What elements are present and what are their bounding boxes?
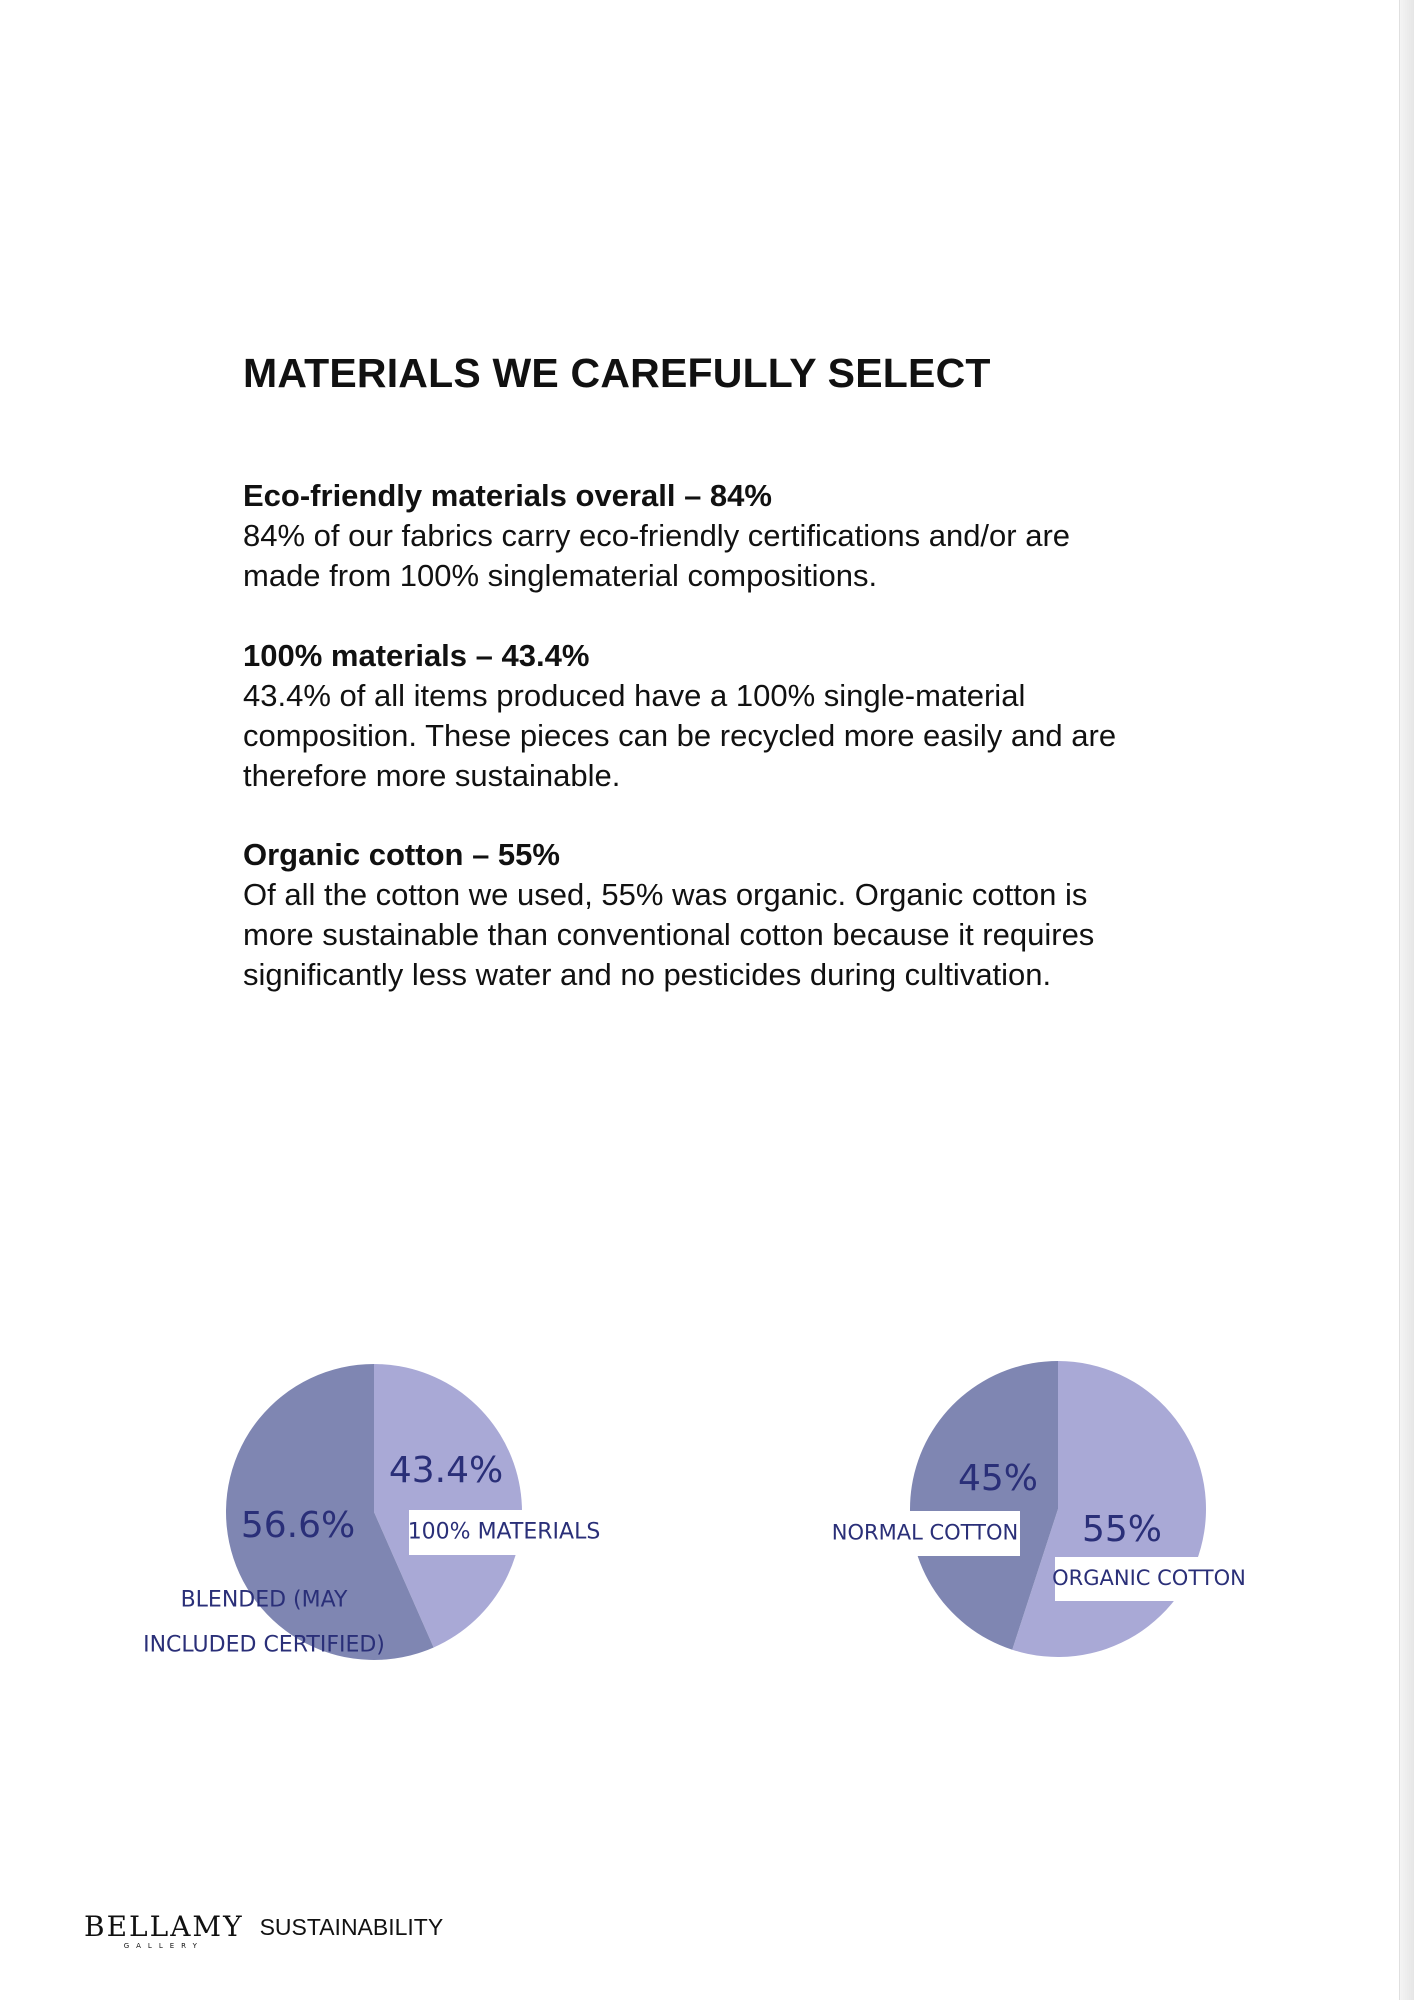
pie-chart-cotton [830, 1361, 1246, 1657]
section-body-line: Of all the cotton we used, 55% was organic. Organic cotton is [243, 877, 1088, 912]
brand-logo [84, 1912, 244, 1950]
section-body-line: more sustainable than conventional cotton because it requires [243, 917, 1095, 952]
pie-name-label: BLENDED (MAY [180, 1587, 348, 1613]
logo-wordmark: BELLAMY [84, 1910, 244, 1943]
pie-value-label: 45% [957, 1458, 1039, 1499]
section-body-line: made from 100% singlematerial compositions. [243, 558, 878, 593]
page-title: MATERIALS WE CAREFULLY SELECT [243, 350, 991, 396]
logo-subtitle: GALLERY [123, 1942, 204, 1950]
pie-name-label: 100% MATERIALS [407, 1519, 601, 1545]
pie-name-label: NORMAL COTTON [831, 1520, 1019, 1545]
section-body-line: composition. These pieces can be recycled more easily and are [243, 718, 1117, 753]
pie-chart-materials [143, 1364, 600, 1660]
section-body-line: 43.4% of all items produced have a 100% single-material [243, 678, 1026, 713]
pie-name-label: INCLUDED CERTIFIED) [143, 1632, 385, 1658]
section-body-line: significantly less water and no pesticides during cultivation. [243, 957, 1052, 992]
section-body-line: therefore more sustainable. [243, 758, 621, 793]
pie-name-label: ORGANIC COTTON [1052, 1566, 1246, 1590]
section-heading: Organic cotton – 55% [243, 837, 560, 872]
section-heading: Eco-friendly materials overall – 84% [243, 478, 772, 513]
footer-label: SUSTAINABILITY [259, 1914, 444, 1940]
pie-value-label: 55% [1081, 1509, 1163, 1550]
pie-value-label: 43.4% [388, 1450, 504, 1491]
footer [84, 1912, 443, 1950]
section-body-line: 84% of our fabrics carry eco-friendly certifications and/or are [243, 518, 1071, 553]
section-heading: 100% materials – 43.4% [243, 638, 590, 673]
pie-value-label: 56.6% [240, 1505, 356, 1546]
